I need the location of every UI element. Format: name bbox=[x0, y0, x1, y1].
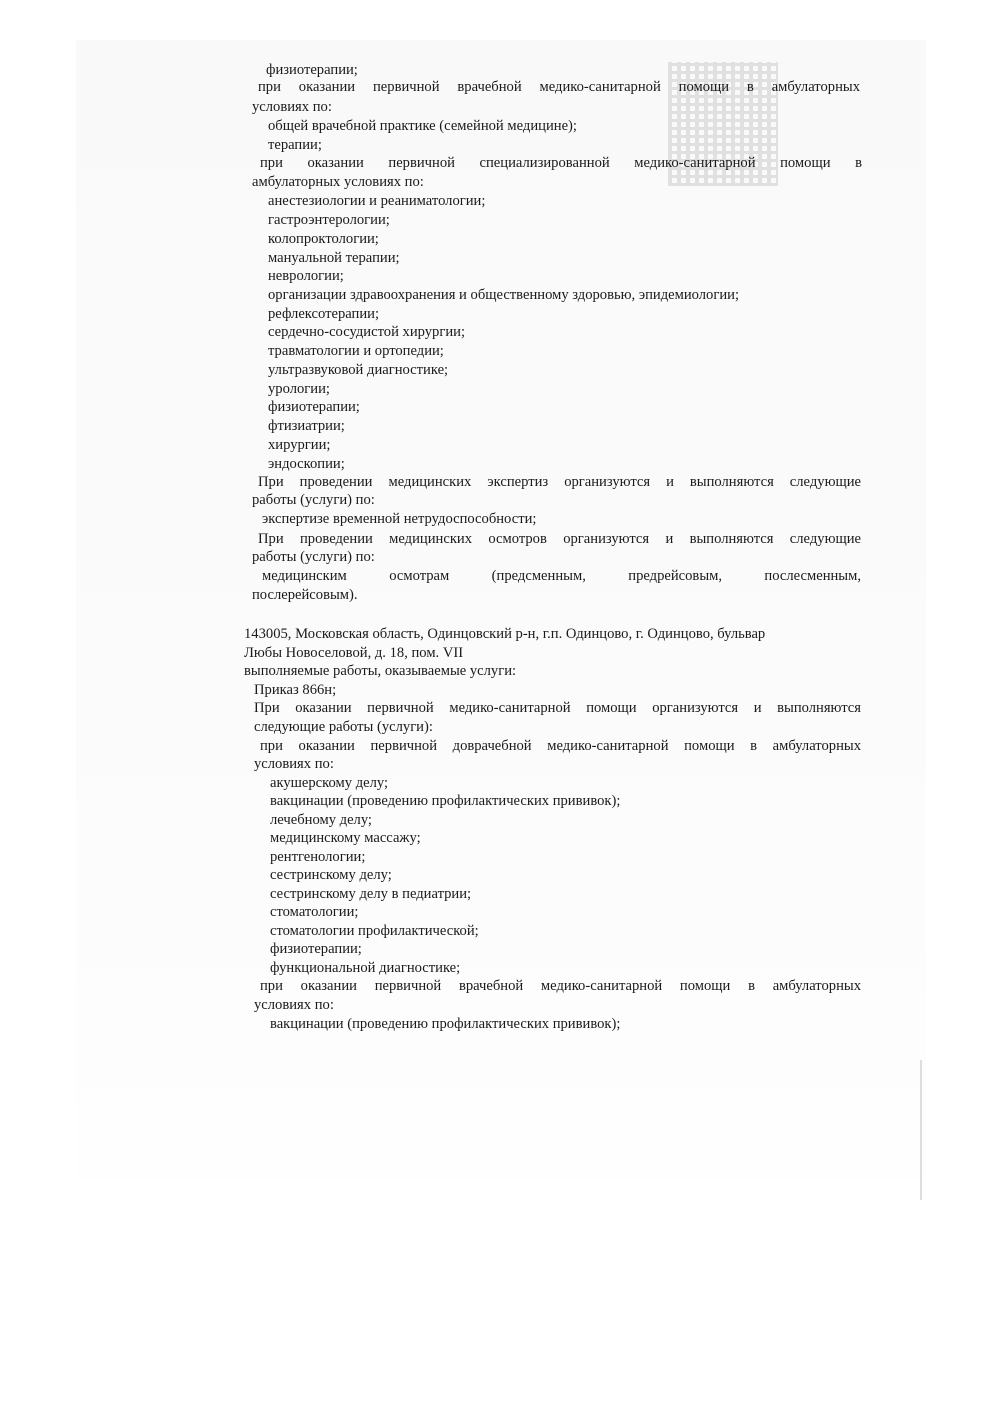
text-line: При оказании первичной медико-санитарной помощи организуются и выполняются bbox=[254, 700, 861, 716]
text-line: работы (услуги) по: bbox=[252, 549, 375, 565]
text-line: условиях по: bbox=[254, 756, 334, 772]
text-line: неврологии; bbox=[268, 268, 344, 284]
text-line: эндоскопии; bbox=[268, 456, 345, 472]
text-line: гастроэнтерологии; bbox=[268, 212, 390, 228]
text-line: при оказании первичной врачебной медико-санитарной помощи в амбулаторных bbox=[260, 978, 861, 994]
text-line: При проведении медицинских экспертиз организуются и выполняются следующие bbox=[258, 474, 861, 490]
text-line: травматологии и ортопедии; bbox=[268, 343, 444, 359]
text-line: сестринскому делу; bbox=[270, 867, 392, 883]
scan-edge-line bbox=[920, 1060, 922, 1200]
text-line: при оказании первичной доврачебной медико-санитарной помощи в амбулаторных bbox=[260, 738, 861, 754]
text-line: терапии; bbox=[268, 137, 322, 153]
text-line: при оказании первичной специализированной медико-санитарной помощи в bbox=[260, 155, 862, 171]
text-line: функциональной диагностике; bbox=[270, 960, 461, 976]
text-line: физиотерапии; bbox=[268, 399, 360, 415]
text-line: ультразвуковой диагностике; bbox=[268, 362, 449, 378]
text-line: рефлексотерапии; bbox=[268, 306, 380, 322]
text-line: хирургии; bbox=[268, 437, 331, 453]
text-line: общей врачебной практике (семейной медицине); bbox=[268, 118, 577, 134]
text-line: акушерскому делу; bbox=[270, 775, 389, 791]
text-line: колопроктологии; bbox=[268, 231, 379, 247]
text-line: следующие работы (услуги): bbox=[254, 719, 433, 735]
text-line: выполняемые работы, оказываемые услуги: bbox=[244, 663, 517, 679]
text-line: мануальной терапии; bbox=[268, 250, 400, 266]
text-line: анестезиологии и реаниматологии; bbox=[268, 193, 486, 209]
text-line: амбулаторных условиях по: bbox=[252, 174, 424, 190]
text-line: медицинскому массажу; bbox=[270, 830, 421, 846]
text-line: лечебному делу; bbox=[270, 812, 372, 828]
text-line: медицинским осмотрам (предсменным, предрейсовым, послесменным, bbox=[262, 568, 861, 584]
text-line: сестринскому делу в педиатрии; bbox=[270, 886, 472, 902]
text-line: условиях по: bbox=[252, 99, 332, 115]
text-line: При проведении медицинских осмотров организуются и выполняются следующие bbox=[258, 531, 861, 547]
address-line: 143005, Московская область, Одинцовский р-н, г.п. Одинцово, г. Одинцово, бульвар bbox=[244, 626, 766, 642]
text-line: условиях по: bbox=[254, 997, 334, 1013]
text-line: при оказании первичной врачебной медико-санитарной помощи в амбулаторных bbox=[258, 79, 860, 95]
text-line: рентгенологии; bbox=[270, 849, 366, 865]
text-line: урологии; bbox=[268, 381, 330, 397]
text-line: организации здравоохранения и общественному здоровью, эпидемиологии; bbox=[268, 287, 740, 303]
text-line: Приказ 866н; bbox=[254, 682, 337, 698]
text-line: стоматологии; bbox=[270, 904, 359, 920]
scan-background bbox=[76, 40, 926, 1180]
text-line: сердечно-сосудистой хирургии; bbox=[268, 324, 466, 340]
text-line: стоматологии профилактической; bbox=[270, 923, 479, 939]
text-line: вакцинации (проведению профилактических прививок); bbox=[270, 1016, 621, 1032]
text-line: физиотерапии; bbox=[270, 941, 362, 957]
text-line: физиотерапии; bbox=[266, 62, 358, 78]
text-line: фтизиатрии; bbox=[268, 418, 345, 434]
text-line: послерейсовым). bbox=[252, 587, 358, 603]
text-line: работы (услуги) по: bbox=[252, 492, 375, 508]
address-line: Любы Новоселовой, д. 18, пом. VII bbox=[244, 645, 464, 661]
text-line: вакцинации (проведению профилактических прививок); bbox=[270, 793, 621, 809]
text-line: экспертизе временной нетрудоспособности; bbox=[262, 511, 537, 527]
